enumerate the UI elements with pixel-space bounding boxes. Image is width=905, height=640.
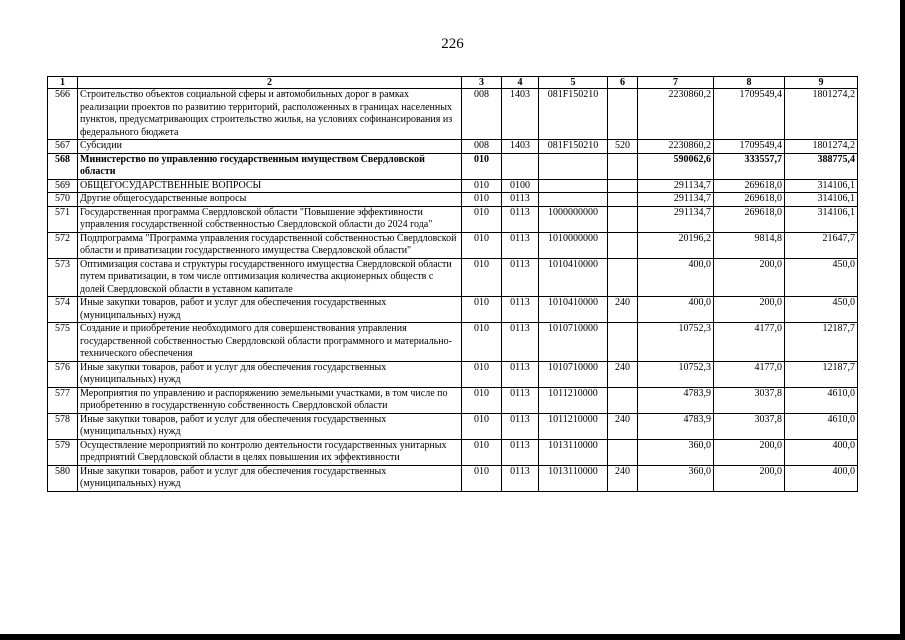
amount-year1-cell: 2230860,2 — [638, 89, 714, 140]
column-header: 9 — [785, 77, 858, 89]
amount-year3-cell: 21647,7 — [785, 232, 858, 258]
amount-year2-cell: 1709549,4 — [714, 140, 785, 154]
column-header: 5 — [539, 77, 608, 89]
table-row — [48, 323, 858, 362]
amount-year1-cell: 291134,7 — [638, 206, 714, 232]
admin-code-cell: 010 — [462, 232, 502, 258]
expense-type-cell — [608, 89, 638, 140]
amount-year2-cell: 1709549,4 — [714, 89, 785, 140]
item-name-cell: Иные закупки товаров, работ и услуг для обеспечения государственных (муниципальных) нужд — [78, 361, 462, 387]
amount-year2-cell: 269618,0 — [714, 179, 785, 193]
table-row — [48, 439, 858, 465]
scan-edge-right — [900, 0, 905, 640]
amount-year3-cell: 314106,1 — [785, 206, 858, 232]
item-name-cell: Мероприятия по управлению и распоряжению земельными участками, в том числе по приобретению в государственную собственность Свердловской области — [78, 387, 462, 413]
amount-year2-cell: 269618,0 — [714, 193, 785, 207]
amount-year1-cell: 4783,9 — [638, 387, 714, 413]
budget-table — [47, 76, 858, 492]
row-number-cell: 576 — [48, 361, 78, 387]
admin-code-cell: 010 — [462, 323, 502, 362]
amount-year3-cell: 4610,0 — [785, 387, 858, 413]
amount-year1-cell: 360,0 — [638, 465, 714, 491]
row-number-cell: 577 — [48, 387, 78, 413]
header-row — [48, 77, 858, 89]
item-name-cell: Осуществление мероприятий по контролю деятельности государственных унитарных предприятий Свердловской области в целях повышения их эффективности — [78, 439, 462, 465]
item-name-cell: Иные закупки товаров, работ и услуг для обеспечения государственных (муниципальных) нужд — [78, 413, 462, 439]
section-code-cell: 0113 — [502, 387, 539, 413]
amount-year1-cell: 10752,3 — [638, 361, 714, 387]
section-code-cell: 0113 — [502, 413, 539, 439]
table-row — [48, 361, 858, 387]
table-row — [48, 179, 858, 193]
admin-code-cell: 010 — [462, 258, 502, 297]
row-number-cell: 574 — [48, 297, 78, 323]
amount-year3-cell: 450,0 — [785, 258, 858, 297]
column-header: 4 — [502, 77, 539, 89]
item-name-cell: ОБЩЕГОСУДАРСТВЕННЫЕ ВОПРОСЫ — [78, 179, 462, 193]
amount-year1-cell: 10752,3 — [638, 323, 714, 362]
table-row — [48, 258, 858, 297]
amount-year3-cell: 12187,7 — [785, 361, 858, 387]
amount-year3-cell: 450,0 — [785, 297, 858, 323]
amount-year3-cell: 12187,7 — [785, 323, 858, 362]
amount-year1-cell: 4783,9 — [638, 413, 714, 439]
section-code-cell: 0113 — [502, 258, 539, 297]
item-name-cell: Министерство по управлению государственным имуществом Свердловской области — [78, 153, 462, 179]
row-number-cell: 571 — [48, 206, 78, 232]
row-number-cell: 567 — [48, 140, 78, 154]
table-row — [48, 232, 858, 258]
amount-year3-cell: 314106,1 — [785, 179, 858, 193]
amount-year2-cell: 269618,0 — [714, 206, 785, 232]
table-row — [48, 140, 858, 154]
item-name-cell: Государственная программа Свердловской области "Повышение эффективности управления государственной собственностью Свердловской области до 2024 года" — [78, 206, 462, 232]
row-number-cell: 580 — [48, 465, 78, 491]
section-code-cell — [502, 153, 539, 179]
section-code-cell: 0100 — [502, 179, 539, 193]
target-code-cell: 1010410000 — [539, 297, 608, 323]
expense-type-cell — [608, 323, 638, 362]
item-name-cell: Другие общегосударственные вопросы — [78, 193, 462, 207]
section-code-cell: 0113 — [502, 232, 539, 258]
column-header: 3 — [462, 77, 502, 89]
section-code-cell: 0113 — [502, 193, 539, 207]
target-code-cell: 1010710000 — [539, 361, 608, 387]
expense-type-cell: 240 — [608, 297, 638, 323]
amount-year3-cell: 400,0 — [785, 465, 858, 491]
target-code-cell: 1013110000 — [539, 439, 608, 465]
item-name-cell: Строительство объектов социальной сферы и автомобильных дорог в рамках реализации проектов по развитию территорий, расположенных в границах населенных пунктов, предусматривающих строительство жилья, на условиях софинансирования из федерального бюджета — [78, 89, 462, 140]
amount-year2-cell: 3037,8 — [714, 387, 785, 413]
target-code-cell: 081F150210 — [539, 140, 608, 154]
target-code-cell: 1000000000 — [539, 206, 608, 232]
row-number-cell: 569 — [48, 179, 78, 193]
amount-year1-cell: 291134,7 — [638, 179, 714, 193]
amount-year2-cell: 200,0 — [714, 297, 785, 323]
row-number-cell: 579 — [48, 439, 78, 465]
expense-type-cell — [608, 206, 638, 232]
table-row — [48, 206, 858, 232]
admin-code-cell: 008 — [462, 140, 502, 154]
row-number-cell: 575 — [48, 323, 78, 362]
table-row — [48, 387, 858, 413]
row-number-cell: 573 — [48, 258, 78, 297]
expense-type-cell: 240 — [608, 361, 638, 387]
column-header: 6 — [608, 77, 638, 89]
row-number-cell: 566 — [48, 89, 78, 140]
target-code-cell: 081F150210 — [539, 89, 608, 140]
item-name-cell: Оптимизация состава и структуры государственного имущества Свердловской области путем приватизации, в том числе оптимизация количества акционерных обществ с долей Свердловской области в уставном капитале — [78, 258, 462, 297]
target-code-cell: 1011210000 — [539, 413, 608, 439]
page-number: 226 — [441, 36, 464, 52]
expense-type-cell: 520 — [608, 140, 638, 154]
amount-year1-cell: 360,0 — [638, 439, 714, 465]
amount-year3-cell: 388775,4 — [785, 153, 858, 179]
table-row — [48, 153, 858, 179]
admin-code-cell: 010 — [462, 206, 502, 232]
expense-type-cell — [608, 153, 638, 179]
section-code-cell: 1403 — [502, 140, 539, 154]
amount-year1-cell: 291134,7 — [638, 193, 714, 207]
amount-year3-cell: 1801274,2 — [785, 89, 858, 140]
target-code-cell: 1010000000 — [539, 232, 608, 258]
section-code-cell: 0113 — [502, 439, 539, 465]
expense-type-cell: 240 — [608, 413, 638, 439]
table-row — [48, 297, 858, 323]
amount-year1-cell: 590062,6 — [638, 153, 714, 179]
section-code-cell: 0113 — [502, 323, 539, 362]
amount-year2-cell: 9814,8 — [714, 232, 785, 258]
column-header: 1 — [48, 77, 78, 89]
admin-code-cell: 010 — [462, 465, 502, 491]
table-row — [48, 413, 858, 439]
target-code-cell — [539, 179, 608, 193]
amount-year2-cell: 333557,7 — [714, 153, 785, 179]
admin-code-cell: 010 — [462, 439, 502, 465]
amount-year1-cell: 2230860,2 — [638, 140, 714, 154]
target-code-cell — [539, 193, 608, 207]
row-number-cell: 578 — [48, 413, 78, 439]
target-code-cell: 1013110000 — [539, 465, 608, 491]
table-row — [48, 89, 858, 140]
row-number-cell: 572 — [48, 232, 78, 258]
amount-year3-cell: 314106,1 — [785, 193, 858, 207]
row-number-cell: 568 — [48, 153, 78, 179]
amount-year2-cell: 4177,0 — [714, 323, 785, 362]
amount-year3-cell: 1801274,2 — [785, 140, 858, 154]
amount-year3-cell: 400,0 — [785, 439, 858, 465]
admin-code-cell: 010 — [462, 193, 502, 207]
scan-edge-bottom — [0, 634, 905, 640]
amount-year1-cell: 400,0 — [638, 258, 714, 297]
section-code-cell: 1403 — [502, 89, 539, 140]
column-header: 2 — [78, 77, 462, 89]
admin-code-cell: 010 — [462, 153, 502, 179]
admin-code-cell: 010 — [462, 179, 502, 193]
expense-type-cell — [608, 439, 638, 465]
section-code-cell: 0113 — [502, 297, 539, 323]
item-name-cell: Подпрограмма "Программа управления государственной собственностью Свердловской области и приватизации государственного имущества Свердловской области" — [78, 232, 462, 258]
table-row — [48, 465, 858, 491]
row-number-cell: 570 — [48, 193, 78, 207]
section-code-cell: 0113 — [502, 206, 539, 232]
amount-year2-cell: 3037,8 — [714, 413, 785, 439]
amount-year1-cell: 20196,2 — [638, 232, 714, 258]
section-code-cell: 0113 — [502, 361, 539, 387]
section-code-cell: 0113 — [502, 465, 539, 491]
expense-type-cell — [608, 387, 638, 413]
item-name-cell: Субсидии — [78, 140, 462, 154]
admin-code-cell: 010 — [462, 413, 502, 439]
item-name-cell: Иные закупки товаров, работ и услуг для обеспечения государственных (муниципальных) нужд — [78, 465, 462, 491]
admin-code-cell: 010 — [462, 297, 502, 323]
admin-code-cell: 010 — [462, 387, 502, 413]
expense-type-cell — [608, 193, 638, 207]
admin-code-cell: 008 — [462, 89, 502, 140]
amount-year2-cell: 200,0 — [714, 465, 785, 491]
expense-type-cell: 240 — [608, 465, 638, 491]
amount-year1-cell: 400,0 — [638, 297, 714, 323]
item-name-cell: Иные закупки товаров, работ и услуг для обеспечения государственных (муниципальных) нужд — [78, 297, 462, 323]
expense-type-cell — [608, 179, 638, 193]
amount-year2-cell: 200,0 — [714, 439, 785, 465]
target-code-cell — [539, 153, 608, 179]
item-name-cell: Создание и приобретение необходимого для совершенствования управления государственной собственностью Свердловской области программного и материально-технического обеспечения — [78, 323, 462, 362]
target-code-cell: 1010710000 — [539, 323, 608, 362]
table-row — [48, 193, 858, 207]
expense-type-cell — [608, 232, 638, 258]
column-header: 7 — [638, 77, 714, 89]
amount-year2-cell: 200,0 — [714, 258, 785, 297]
target-code-cell: 1011210000 — [539, 387, 608, 413]
amount-year3-cell: 4610,0 — [785, 413, 858, 439]
amount-year2-cell: 4177,0 — [714, 361, 785, 387]
column-header: 8 — [714, 77, 785, 89]
target-code-cell: 1010410000 — [539, 258, 608, 297]
expense-type-cell — [608, 258, 638, 297]
admin-code-cell: 010 — [462, 361, 502, 387]
